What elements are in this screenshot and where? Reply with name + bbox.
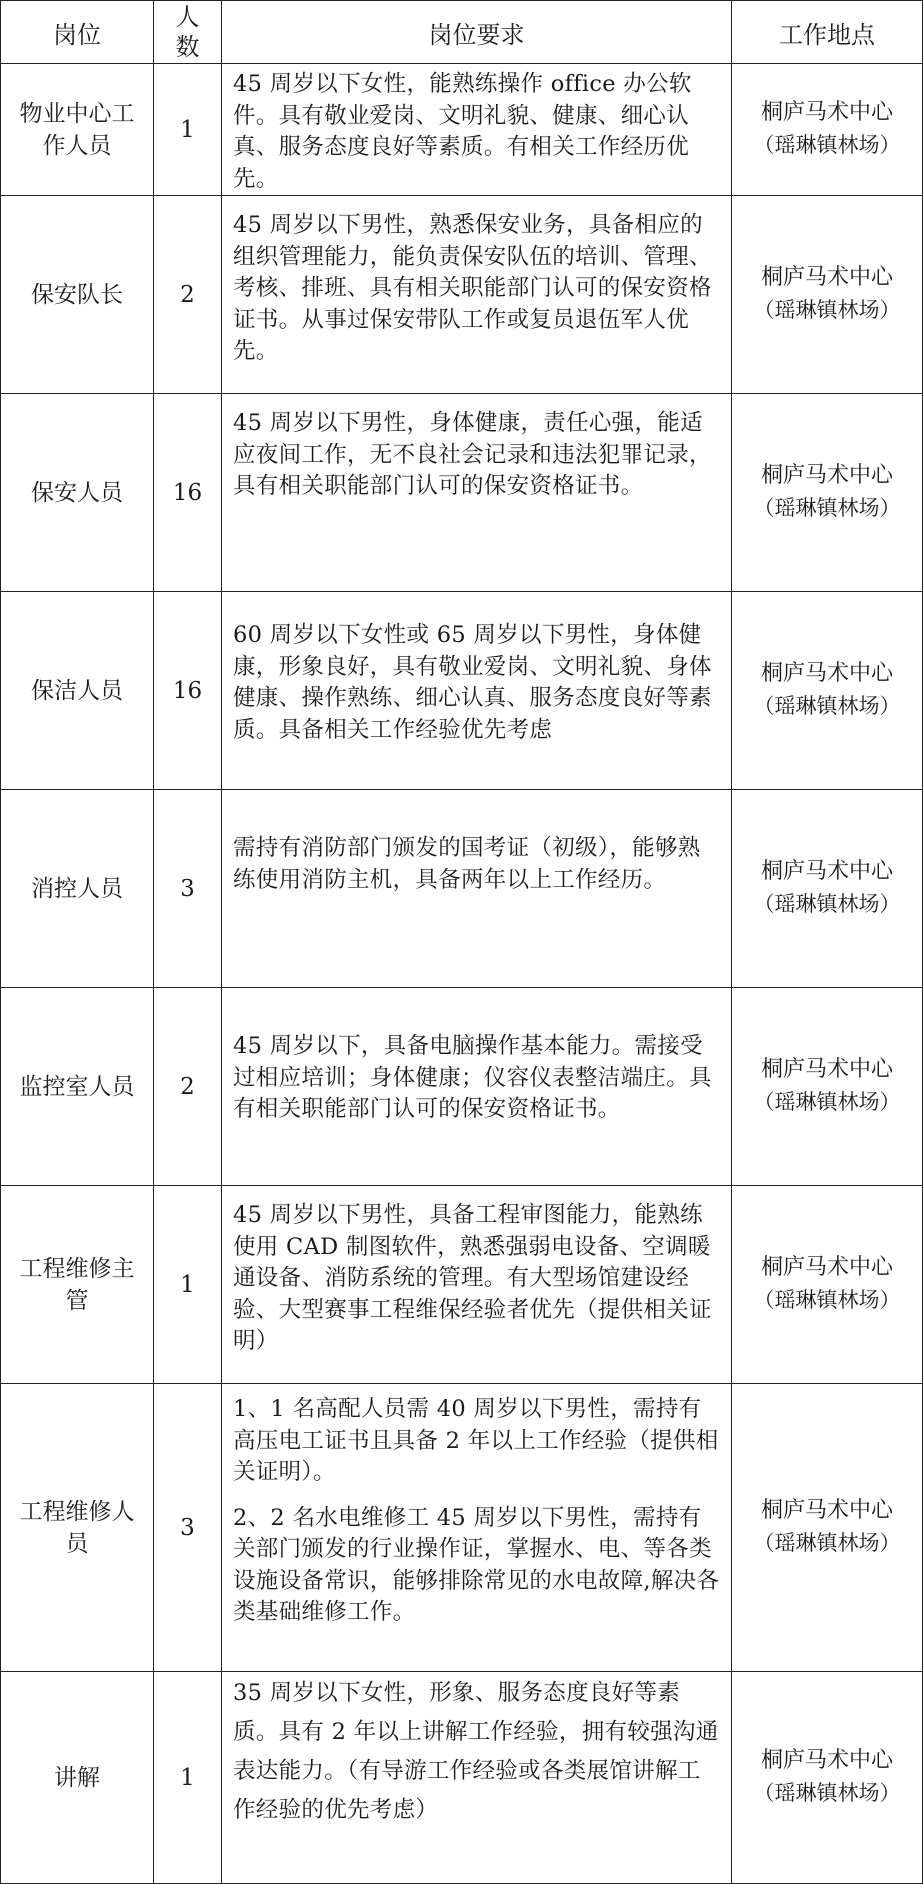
location-line1: 桐庐马术中心 [760,100,893,125]
location-cell [732,64,923,196]
position-cell: 保安队长 [1,196,154,394]
requirements-cell [222,1672,732,1884]
requirements-cell [222,1186,732,1384]
count-cell: 16 [154,394,222,592]
location-line2: （瑶琳镇林场） [753,892,901,916]
location-line2: （瑶琳镇林场） [753,298,901,322]
location-cell [732,988,923,1186]
location-line1: 桐庐马术中心 [760,1057,893,1082]
requirement-text: 45 周岁以下男性，具备工程审图能力，能熟练使用 CAD 制图软件，熟悉强弱电设备、空调暖通设备、消防系统的管理。有大型场馆建设经验、大型赛事工程维保经验者优先（提供相关证明） [233,1202,712,1354]
position-cell: 物业中心工作人员 [1,64,154,196]
header-requirements: 岗位要求 [222,1,732,64]
position-cell: 讲解 [1,1672,154,1884]
requirement-text: 35 周岁以下女性，形象、服务态度良好等素质。具有 2 年以上讲解工作经验，拥有较强沟通表达能力。（有导游工作经验或各类展馆讲解工作经验的优先考虑） [233,1680,719,1823]
location-line1: 桐庐马术中心 [760,463,893,488]
table-row [1,592,923,790]
requirement-text: 45 周岁以下，具备电脑操作基本能力。需接受过相应培训；身体健康；仪容仪表整洁端庄。具有相关职能部门认可的保安资格证书。 [233,1033,712,1122]
header-count-line1: 人 [175,3,200,31]
location-cell [732,394,923,592]
count-cell: 2 [154,196,222,394]
requirement-text: 45 周岁以下女性，能熟练操作 office 办公软件。具有敬业爱岗、文明礼貌、健康、细心认真、服务态度良好等素质。有相关工作经历优先。 [233,71,692,192]
position-cell: 工程维修人员 [1,1384,154,1672]
location-line2: （瑶琳镇林场） [753,1531,901,1555]
location-line2: （瑶琳镇林场） [753,694,901,718]
count-cell: 1 [154,64,222,196]
count-cell: 1 [154,1186,222,1384]
header-count [154,1,222,64]
location-line2: （瑶琳镇林场） [753,1781,901,1805]
location-line1: 桐庐马术中心 [760,1255,893,1280]
requirement-text: 2、2 名水电维修工 45 周岁以下男性，需持有关部门颁发的行业操作证，掌握水、电、等各类设施设备常识，能够排除常见的水电故障,解决各类基础维修工作。 [233,1504,720,1625]
requirements-cell [222,790,732,988]
table-row [1,790,923,988]
table-row [1,1186,923,1384]
location-line1: 桐庐马术中心 [760,661,893,686]
requirements-cell [222,196,732,394]
table-row [1,988,923,1186]
header-count-line2: 数 [175,33,200,61]
location-cell [732,1672,923,1884]
position-cell: 消控人员 [1,790,154,988]
requirement-text: 60 周岁以下女性或 65 周岁以下男性，身体健康，形象良好，具有敬业爱岗、文明礼貌、身体健康、操作熟练、细心认真、服务态度良好等素质。具备相关工作经验优先考虑 [233,622,712,743]
location-line1: 桐庐马术中心 [760,1748,893,1773]
header-position: 岗位 [1,1,154,64]
location-line2: （瑶琳镇林场） [753,1288,901,1312]
table-header-row [1,1,923,64]
table-row [1,1384,923,1672]
requirements-cell [222,988,732,1186]
position-cell: 工程维修主管 [1,1186,154,1384]
location-cell [732,196,923,394]
requirement-text: 45 周岁以下男性，熟悉保安业务，具备相应的组织管理能力，能负责保安队伍的培训、管理、考核、排班、具有相关职能部门认可的保安资格证书。从事过保安带队工作或复员退伍军人优先。 [233,212,712,364]
table-row [1,196,923,394]
requirement-text: 45 周岁以下男性，身体健康，责任心强，能适应夜间工作，无不良社会记录和违法犯罪记录，具有相关职能部门认可的保安资格证书。 [233,410,712,499]
location-cell [732,790,923,988]
count-cell: 16 [154,592,222,790]
table-row [1,1672,923,1884]
location-cell [732,1186,923,1384]
requirements-cell [222,592,732,790]
requirements-cell [222,394,732,592]
requirement-text: 需持有消防部门颁发的国考证（初级），能够熟练使用消防主机，具备两年以上工作经历。 [233,835,701,893]
count-cell: 2 [154,988,222,1186]
location-line1: 桐庐马术中心 [760,265,893,290]
table-row [1,64,923,196]
location-line2: （瑶琳镇林场） [753,496,901,520]
requirements-cell [222,64,732,196]
requirements-cell [222,1384,732,1672]
location-cell [732,592,923,790]
count-cell: 3 [154,790,222,988]
location-line2: （瑶琳镇林场） [753,1090,901,1114]
table-row [1,394,923,592]
location-line1: 桐庐马术中心 [760,859,893,884]
position-cell: 保安人员 [1,394,154,592]
position-cell: 保洁人员 [1,592,154,790]
requirement-text: 1、1 名高配人员需 40 周岁以下男性，需持有高压电工证书且具备 2 年以上工作经验（提供相关证明）。 [233,1396,719,1485]
location-line1: 桐庐马术中心 [760,1498,893,1523]
count-cell: 1 [154,1672,222,1884]
count-cell: 3 [154,1384,222,1672]
location-cell [732,1384,923,1672]
header-location: 工作地点 [732,1,923,64]
location-line2: （瑶琳镇林场） [753,133,901,157]
position-cell: 监控室人员 [1,988,154,1186]
